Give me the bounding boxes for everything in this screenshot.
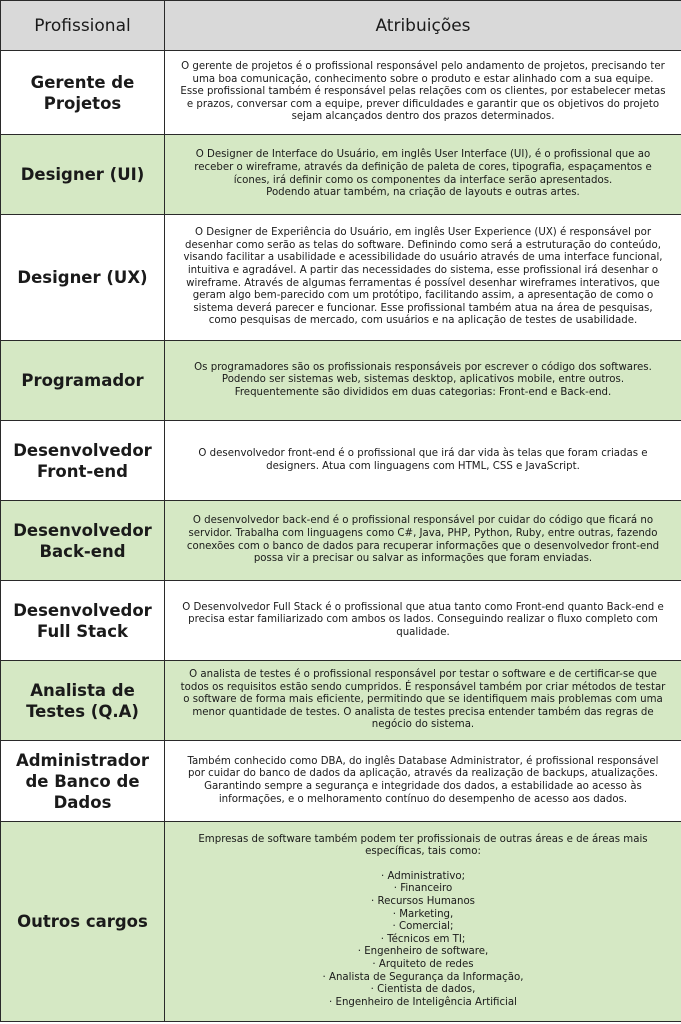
role-description: O desenvolvedor front-end é o profissional que irá dar vida às telas que foram criadas e designers. Atua com linguagens com HTML, CSS e JavaScript.: [198, 447, 648, 472]
role-title: Desenvolvedor Full Stack: [1, 581, 165, 661]
list-item: · Técnicos em TI;: [380, 933, 466, 945]
row-desenvolvedor-back-end: [1, 501, 681, 581]
list-item: · Recursos Humanos: [371, 896, 475, 908]
others-list: [179, 871, 667, 1010]
role-description: O desenvolvedor back-end é o profissional responsável por cuidar do código que ficará no servidor. Trabalha com linguagens como C#, Java, PHP, Python, Ruby, entre outras, fazendo conexões com o banco de dados para recuperar informações que o desenvolvedor front-end possa vir a precisar ou salvar as informações que foram enviadas.: [186, 515, 660, 565]
role-title: Administrador de Banco de Dados: [1, 741, 165, 822]
others-intro: Empresas de software também podem ter profissionais de outras áreas e de áreas mais específicas, tais como:: [198, 833, 648, 858]
row-designer-ui: [1, 135, 681, 215]
list-item: · Comercial;: [392, 921, 454, 933]
row-desenvolvedor-front-end: [1, 421, 681, 501]
list-item: · Administrativo;: [380, 870, 466, 882]
row-outros-cargos: [1, 822, 681, 1022]
role-title: Programador: [1, 341, 165, 421]
role-title: Designer (UI): [1, 135, 165, 215]
row-designer-ux: [1, 215, 681, 341]
role-title: Desenvolvedor Back-end: [1, 501, 165, 581]
list-item: · Financeiro: [393, 883, 453, 895]
header-atribuicoes: Atribuições: [165, 1, 681, 51]
role-description: O Designer de Interface do Usuário, em inglês User Interface (UI), é o profissional que ao receber o wireframe, através da definição de paleta de cores, tipografia, espaçamentos e ícones, irá definir como os componentes da interface serão apresentados. Podendo atuar também, na criação de layouts e outras artes.: [194, 149, 652, 199]
role-title: Analista de Testes (Q.A): [1, 661, 165, 741]
role-title: Designer (UX): [1, 215, 165, 341]
header-profissional: Profissional: [1, 1, 165, 51]
role-description: O analista de testes é o profissional responsável por testar o software e de certificar-se que todos os requisitos estão sendo cumpridos. É responsável também por criar métodos de testar o software de forma mais eficiente, permitindo que se identifiquem mais problemas com uma menor quantidade de testes. O analista de testes precisa entender também das regras de negócio do sistema.: [180, 669, 666, 731]
role-title: Outros cargos: [1, 822, 165, 1022]
row-desenvolvedor-full-stack: [1, 581, 681, 661]
list-item: · Engenheiro de Inteligência Artificial: [329, 996, 517, 1008]
list-item: · Engenheiro de software,: [357, 946, 489, 958]
role-description: O gerente de projetos é o profissional responsável pelo andamento de projetos, precisando ter uma boa comunicação, conhecimento sobre o produto e estar alinhado com a sua equipe. Esse profissional também é responsável pelas relações com os clientes, por estabelecer metas e prazos, conversar com a equipe, prever dificuldades e garantir que os objetivos do projeto sejam alcançados dentro dos prazos determinados.: [180, 61, 666, 123]
role-description: Os programadores são os profissionais responsáveis por escrever o código dos softwares. Podendo ser sistemas web, sistemas desktop, aplicativos mobile, entre outros. Frequentemente são divididos em duas categorias: Front-end e Back-end.: [194, 361, 652, 398]
list-item: · Arquiteto de redes: [372, 958, 474, 970]
header-row: [1, 1, 681, 51]
row-analista-de-testes: [1, 661, 681, 741]
list-item: · Analista de Segurança da Informação,: [322, 971, 524, 983]
list-item: · Marketing,: [392, 908, 454, 920]
row-gerente-de-projetos: [1, 51, 681, 135]
row-programador: [1, 341, 681, 421]
row-administrador-banco-de-dados: [1, 741, 681, 822]
role-title: Gerente de Projetos: [1, 51, 165, 135]
role-description: O Desenvolvedor Full Stack é o profissional que atua tanto como Front-end quanto Back-end e precisa estar familiarizado com ambos os lados. Conseguindo realizar o fluxo completo com qualidade.: [182, 601, 664, 638]
role-description: Também conhecido como DBA, do inglês Database Administrator, é profissional responsável por cuidar do banco de dados da aplicação, através da realização de backups, atualizações. Garantindo sempre a segurança e integridade dos dados, a estabilidade ao acesso às informações, e o melhoramento contínuo do desempenho de acesso aos dados.: [187, 755, 659, 805]
role-description: O Designer de Experiência do Usuário, em inglês User Experience (UX) é responsável por desenhar como serão as telas do software. Definindo como será a estruturação do conteúdo, visando facilitar a usabilidade e acessibilidade do usuário através de uma interface funcional, intuitiva e agradável. A partir das necessidades do sistema, esse profissional irá desenhar o wireframe. Através de algumas ferramentas é possível desenhar wireframes interativos, que geram algo bem-parecido com um protótipo, facilitando assim, a apresentação de como o sistema deverá parecer e funcionar. Esse profissional também atua na área de pesquisas, como pesquisas de mercado, com usuários e na aplicação de testes de usabilidade.: [183, 227, 663, 327]
role-title: Desenvolvedor Front-end: [1, 421, 165, 501]
list-item: · Cientista de dados,: [370, 984, 476, 996]
